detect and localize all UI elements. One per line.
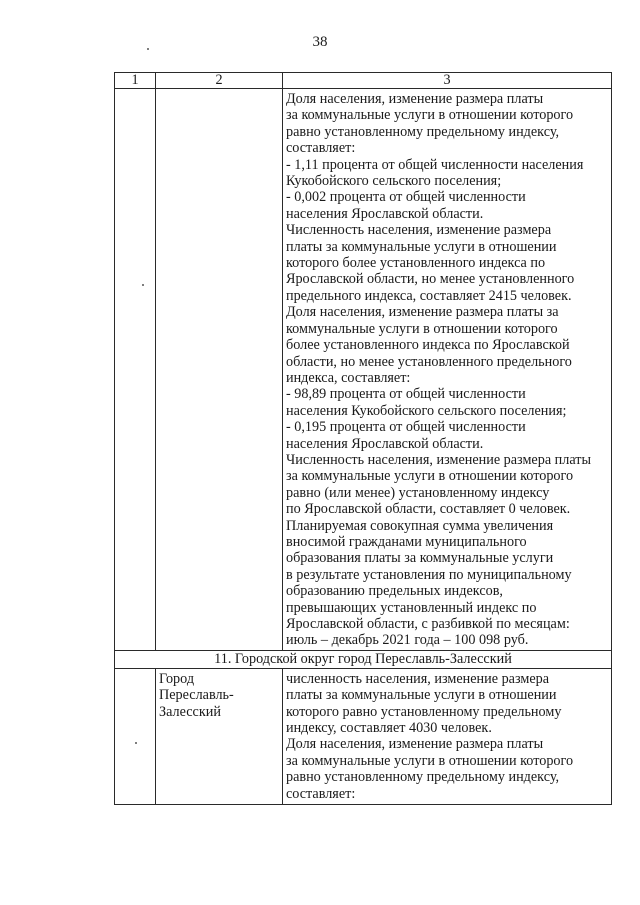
- row1-col2-cell: [156, 89, 283, 651]
- column-header-1: 1: [115, 73, 156, 89]
- page-number: 38: [312, 34, 328, 50]
- document-table: [114, 72, 612, 805]
- text-line: населения Ярославской области.: [286, 205, 484, 222]
- row2-col1-cell: [115, 668, 156, 804]
- text-line: Планируемая совокупная сумма увеличения: [286, 517, 554, 534]
- text-line: образования платы за коммунальные услуги: [286, 550, 554, 567]
- text-line: которого более установленного индекса по: [286, 255, 546, 272]
- text-line: Численность населения, изменение размера платы: [286, 451, 592, 468]
- text-line: составляет:: [286, 140, 356, 157]
- section-row: [115, 650, 612, 668]
- column-header-3: 3: [283, 73, 612, 89]
- text-line: июль – декабрь 2021 года – 100 098 руб.: [286, 632, 529, 649]
- text-line: за коммунальные услуги в отношении которого: [286, 468, 574, 485]
- text-line: за коммунальные услуги в отношении которого: [286, 107, 574, 124]
- text-line: Доля населения, изменение размера платы: [286, 91, 544, 107]
- text-line: платы за коммунальные услуги в отношении: [286, 687, 557, 704]
- table-row: [115, 668, 612, 804]
- text-line: равно (или менее) установленному индексу: [286, 484, 550, 501]
- text-line: численность населения, изменение размера: [286, 670, 550, 687]
- text-line: населения Кукобойского сельского поселения;: [286, 402, 567, 419]
- column-header-2: 2: [156, 73, 283, 89]
- text-line: Ярославской области, с разбивкой по месяцам:: [286, 616, 570, 632]
- text-line: области, но менее установленного предельного: [286, 353, 572, 370]
- text-line: вносимой гражданами муниципального: [286, 533, 527, 550]
- row1-col3-cell: [283, 89, 612, 651]
- scan-speck: [147, 48, 149, 50]
- text-line: населения Ярославской области.: [286, 435, 484, 452]
- table-header-row: [115, 73, 612, 89]
- table-row: [115, 89, 612, 651]
- text-line: которого равно установленному предельному: [286, 703, 562, 720]
- text-line: - 1,11 процента от общей численности населения: [286, 156, 584, 173]
- text-line: коммунальные услуги в отношении которого: [286, 320, 558, 337]
- text-line: образованию предельных индексов,: [286, 583, 503, 600]
- text-line: предельного индекса, составляет 2415 человек.: [286, 287, 572, 304]
- text-line: превышающих установленный индекс по: [286, 599, 537, 616]
- text-line: Кукобойского сельского поселения;: [286, 173, 502, 190]
- text-line: Доля населения, изменение размера платы: [286, 736, 544, 753]
- text-line: составляет:: [286, 785, 356, 802]
- text-line: - 98,89 процента от общей численности: [286, 386, 526, 403]
- text-line: платы за коммунальные услуги в отношении: [286, 238, 557, 255]
- text-line: равно установленному предельному индексу,: [286, 123, 560, 140]
- text-line: - 0,002 процента от общей численности: [286, 189, 526, 206]
- text-line: равно установленному предельному индексу,: [286, 769, 560, 786]
- text-line: по Ярославской области, составляет 0 человек.: [286, 501, 571, 518]
- text-line: Переславль-: [159, 687, 234, 704]
- text-line: Город: [159, 670, 195, 687]
- row1-col1-cell: [115, 89, 156, 651]
- text-line: Численность населения, изменение размера: [286, 222, 552, 239]
- text-line: более установленного индекса по Ярославской: [286, 337, 570, 354]
- text-line: Ярославской области, но менее установленного: [286, 271, 575, 288]
- text-line: индекса, составляет:: [286, 369, 411, 386]
- text-line: индексу, составляет 4030 человек.: [286, 720, 492, 737]
- text-line: - 0,195 процента от общей численности: [286, 419, 526, 436]
- text-line: в результате установления по муниципальному: [286, 566, 572, 583]
- row2-col3-cell: [283, 668, 612, 804]
- section-title: 11. Городской округ город Переславль-Залесский: [115, 650, 612, 668]
- row2-col2-cell: [156, 668, 283, 804]
- text-line: за коммунальные услуги в отношении которого: [286, 752, 574, 769]
- text-line: Залесский: [159, 703, 221, 720]
- text-line: Доля населения, изменение размера платы за: [286, 304, 559, 321]
